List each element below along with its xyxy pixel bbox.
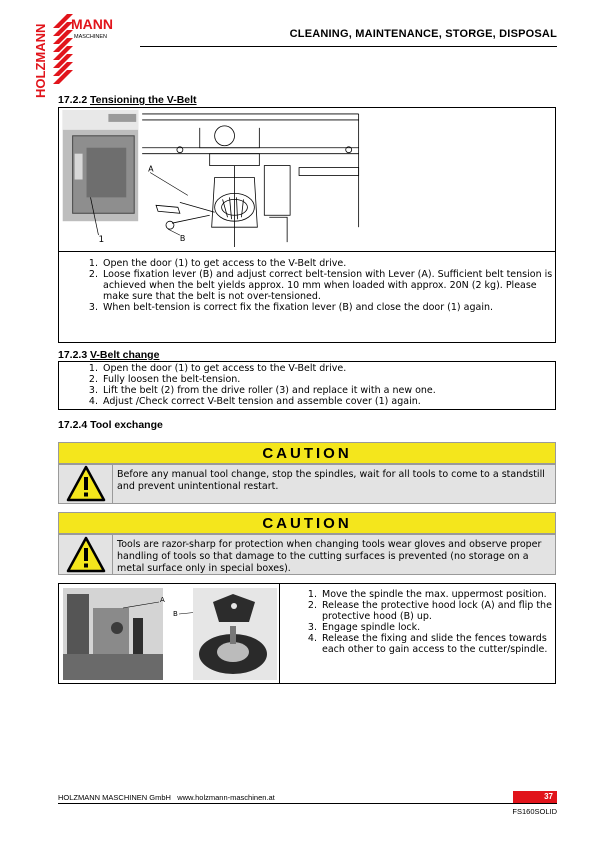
list-item: 2. Fully loosen the belt-tension. <box>101 374 555 385</box>
header-divider <box>140 46 557 47</box>
svg-text:MANN: MANN <box>71 16 113 32</box>
svg-text:B: B <box>179 234 186 244</box>
heading-tool-exchange: 17.2.4 Tool exchange <box>58 419 163 431</box>
list-item: 2. Release the protective hood lock (A) and flip the protective hood (B) up. <box>320 600 554 622</box>
svg-text:A: A <box>148 164 154 174</box>
warning-icon <box>66 465 106 503</box>
footer-website: www.holzmann-maschinen.at <box>177 793 275 802</box>
caution-box-1 <box>58 464 556 504</box>
heading-vbelt-change: 17.2.3 V-Belt change <box>58 349 160 361</box>
tensioning-box <box>58 107 556 343</box>
list-item: 1. Open the door (1) to get access to the V-Belt drive. <box>101 258 555 269</box>
footer-divider <box>58 803 557 804</box>
page-number: 37 <box>513 791 557 803</box>
caution-text-2: Tools are razor-sharp for protection when changing tools wear gloves and observe proper handling of tools so that damage to the cutting surfaces is prevented (no storage on a metal surface only in special boxes). <box>117 539 542 574</box>
list-item: 3. When belt-tension is correct fix the fixation lever (B) and close the door (1) again. <box>101 302 555 313</box>
logo-sub-text: MASCHINEN <box>74 34 108 40</box>
heading-tensioning-vbelt: 17.2.2 Tensioning the V-Belt <box>58 94 197 106</box>
tool-exchange-box <box>58 583 556 684</box>
svg-text:1: 1 <box>98 235 105 246</box>
svg-text:B: B <box>173 610 178 618</box>
footer-model: FS160SOLID <box>512 807 557 816</box>
svg-text:A: A <box>160 596 165 604</box>
logo-brand-text: HOLZMANN <box>33 23 48 98</box>
list-item: 3. Engage spindle lock. <box>320 622 554 633</box>
list-item: 4. Adjust /Check correct V-Belt tension and assemble cover (1) again. <box>101 396 555 407</box>
list-item: 4. Release the fixing and slide the fences towards each other to gain access to the cutter/spindle. <box>320 633 554 655</box>
footer-company: HOLZMANN MASCHINEN GmbH www.holzmann-maschinen.at <box>58 793 275 802</box>
list-item: 1. Open the door (1) to get access to the V-Belt drive. <box>101 363 555 374</box>
list-item: 1. Move the spindle the max. uppermost position. <box>320 589 554 600</box>
caution-heading-1: CAUTION <box>58 442 556 464</box>
caution-heading-2: CAUTION <box>58 512 556 534</box>
caution-box-2 <box>58 534 556 575</box>
list-item: 3. Lift the belt (2) from the drive roller (3) and replace it with a new one. <box>101 385 555 396</box>
vbelt-tension-figure <box>59 108 555 252</box>
holzmann-logo <box>33 12 125 98</box>
tool-exchange-figure <box>63 588 277 680</box>
warning-icon <box>66 536 106 574</box>
caution-text-1: Before any manual tool change, stop the spindles, wait for all tools to come to a standstill and prevent unintentional restart. <box>117 469 545 492</box>
page-header-title: CLEANING, MAINTENANCE, STORGE, DISPOSAL <box>289 28 557 40</box>
tensioning-steps <box>59 258 555 313</box>
vbelt-change-steps <box>59 362 555 407</box>
tool-exchange-steps <box>282 589 554 655</box>
vbelt-change-box <box>58 361 556 410</box>
list-item: 2. Loose fixation lever (B) and adjust correct belt-tension with Lever (A). Sufficient belt tension is achieved when the belt yields approx. 10 mm when loaded with approx. 20N (2 kg). Please make sure that the belt is not over-tensioned. <box>101 269 555 302</box>
